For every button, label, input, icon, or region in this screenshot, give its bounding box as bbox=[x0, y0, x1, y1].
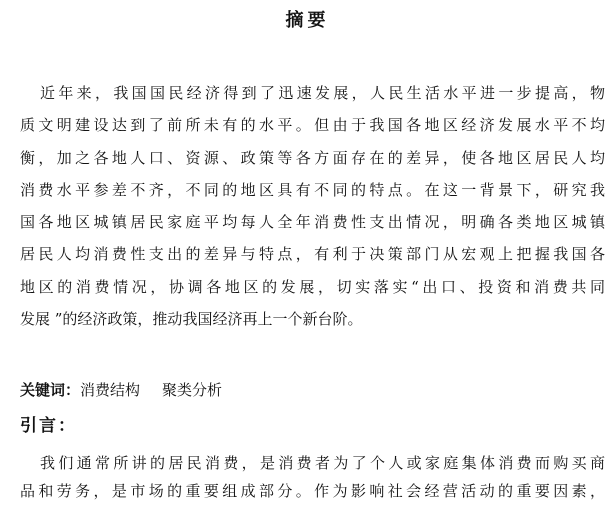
abstract-line: 近年来，我国国民经济得到了迅速发展，人民生活水平进一步提高，物 bbox=[40, 84, 605, 102]
intro-line: 品和劳务，是市场的重要组成部分。作为影响社会经营活动的重要因素， bbox=[20, 482, 605, 500]
intro-paragraph bbox=[20, 449, 605, 505]
abstract-line: 国各地区城镇居民家庭平均每人全年消费性支出情况，明确各类地区城镇 bbox=[20, 213, 605, 232]
abstract-line: 居民人均消费性支出的差异与特点，有利于决策部门从宏观上把握我国各 bbox=[20, 245, 605, 264]
intro-heading: 引言： bbox=[20, 416, 77, 436]
intro-line: 我们通常所讲的居民消费，是消费者为了个人或家庭集体消费而购买商 bbox=[40, 454, 605, 472]
keywords-row bbox=[20, 378, 222, 402]
abstract-line: 衡，加之各地人口、资源、政策等各方面存在的差异，使各地区居民人均 bbox=[20, 148, 605, 167]
keywords-label: 关键词： bbox=[20, 381, 81, 399]
abstract-line: 发展 ”的经济政策，推动我国经济再上一个新台阶。 bbox=[20, 310, 363, 329]
abstract-line: 地区的消费情况，协调各地区的发展，切实落实“出口、投资和消费共同 bbox=[20, 277, 605, 296]
abstract-title: 摘要 bbox=[285, 10, 330, 31]
abstract-line: 消费水平参差不齐，不同的地区具有不同的特点。在这一背景下，研究我 bbox=[20, 180, 605, 199]
abstract-paragraph bbox=[20, 77, 605, 335]
abstract-line: 质文明建设达到了前所未有的水平。但由于我国各地区经济发展水平不均 bbox=[20, 116, 605, 135]
keyword-item: 消费结构 bbox=[80, 381, 141, 399]
keyword-item: 聚类分析 bbox=[162, 381, 223, 399]
